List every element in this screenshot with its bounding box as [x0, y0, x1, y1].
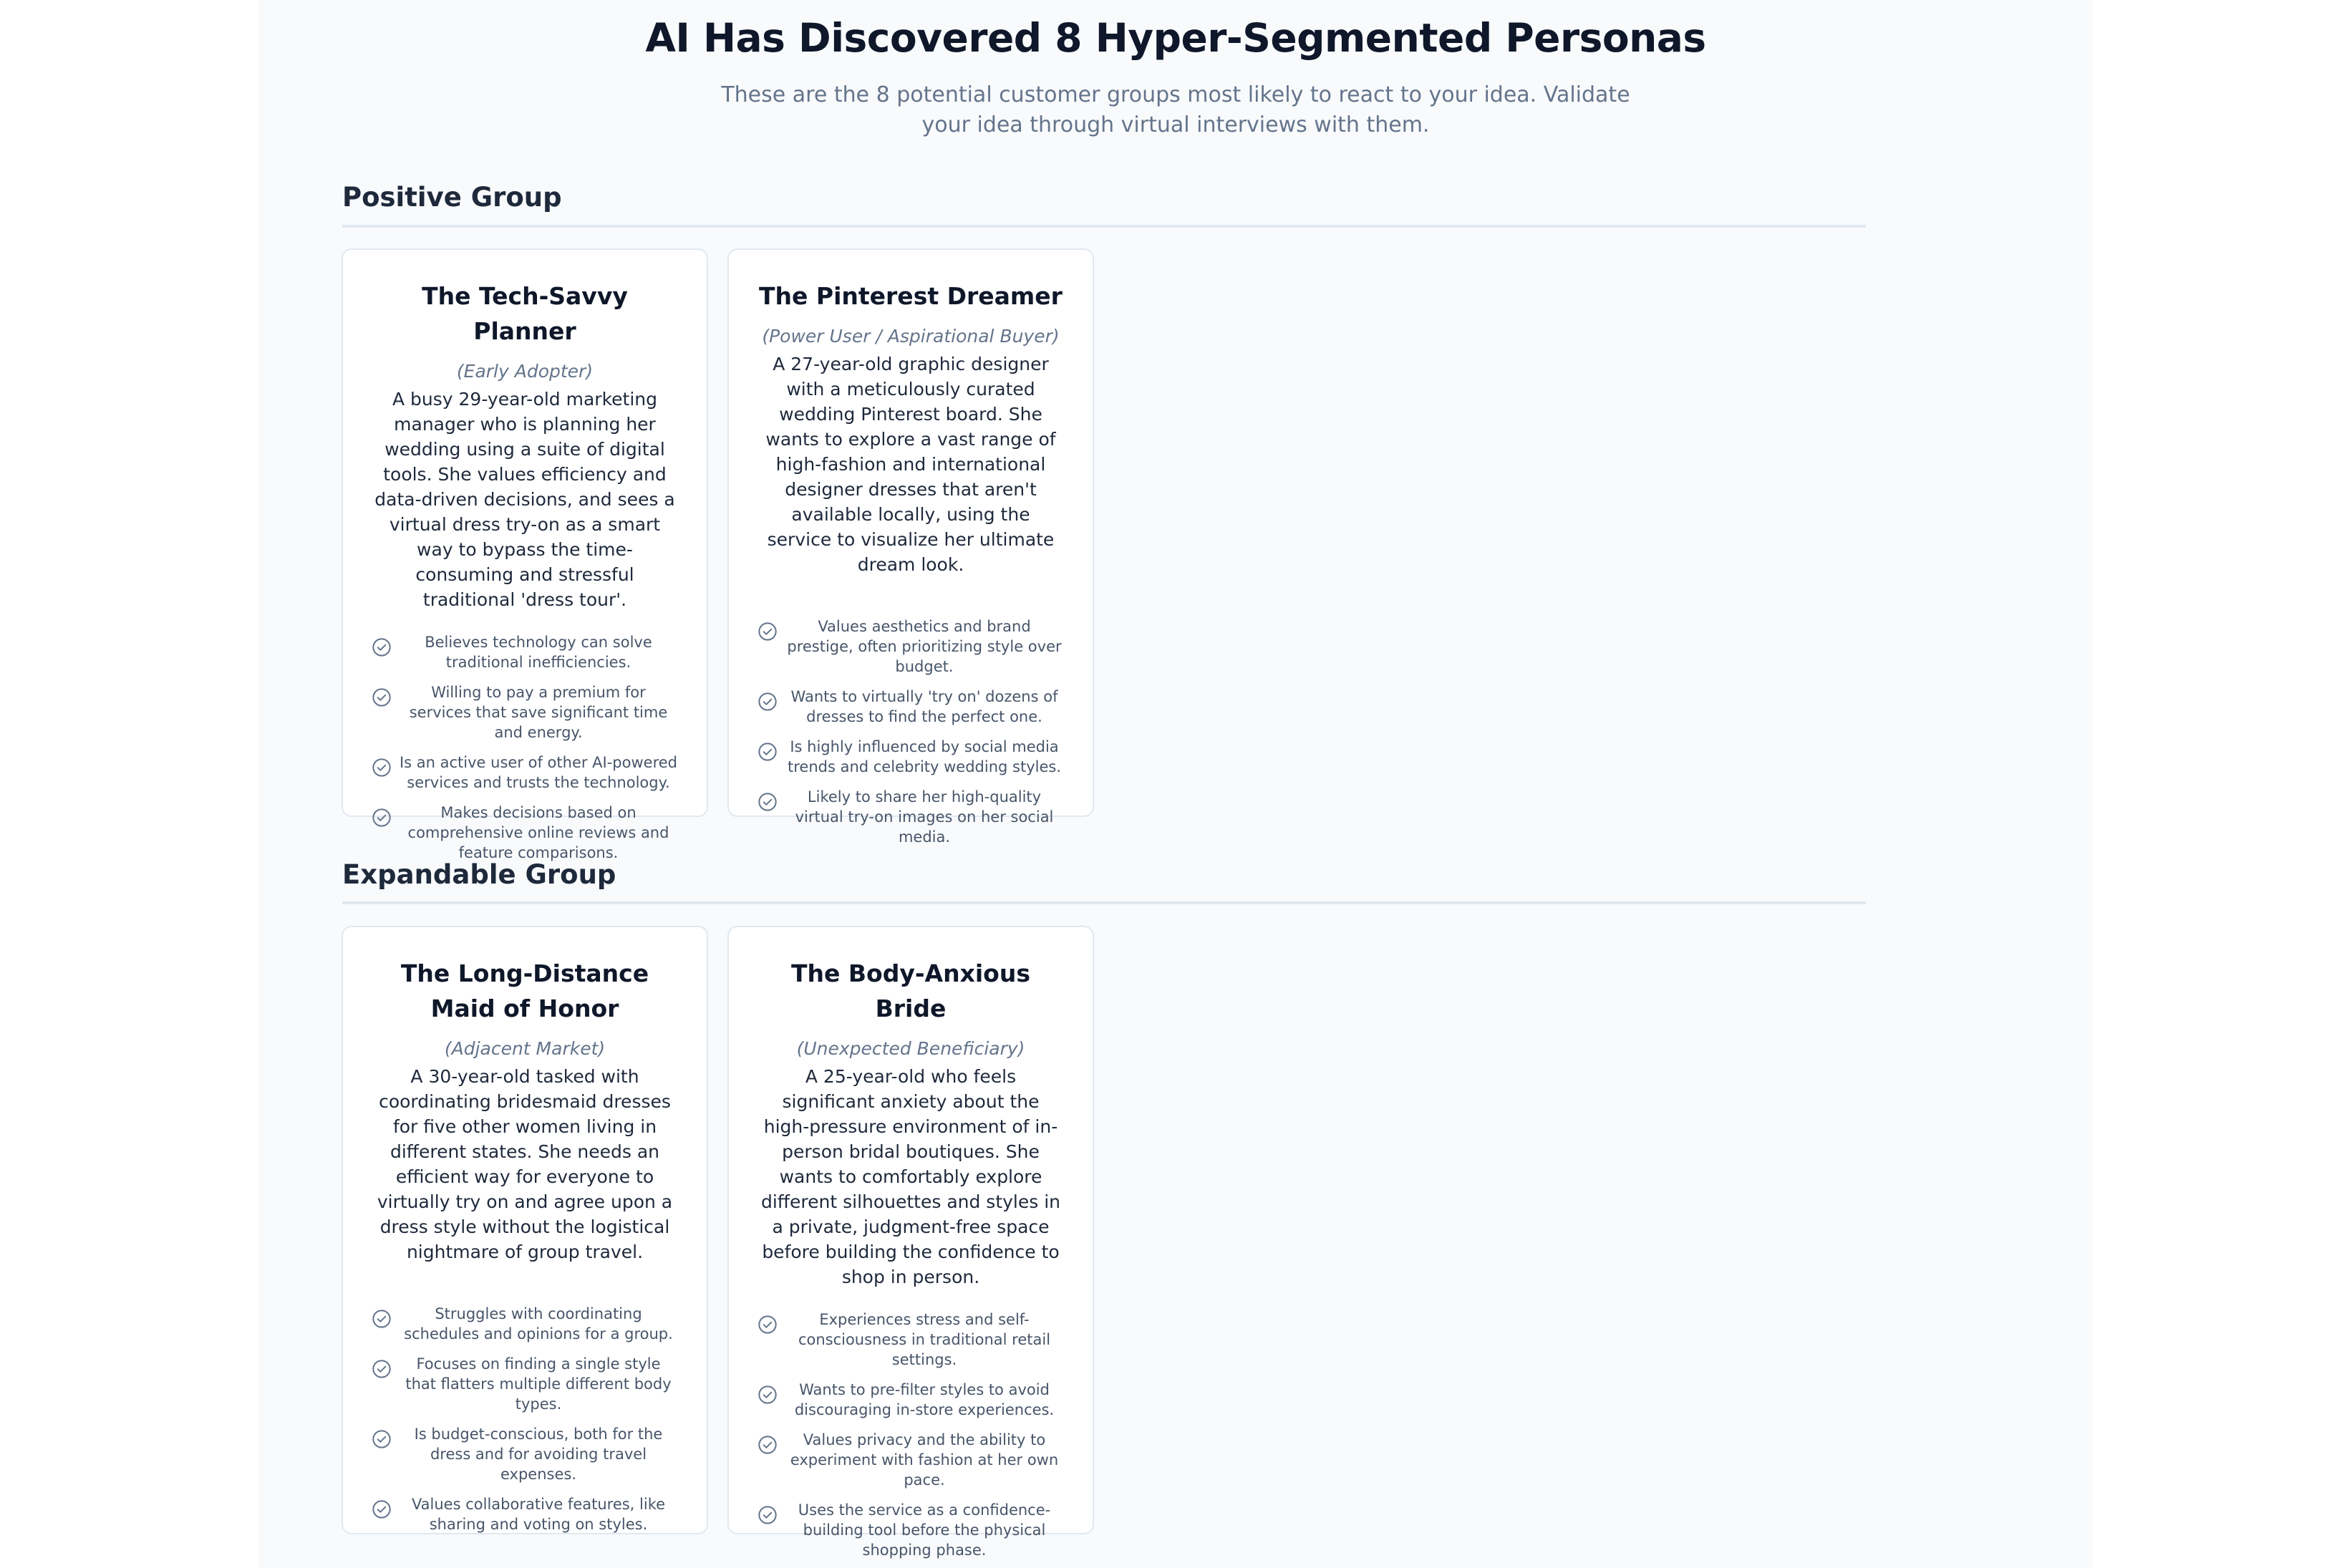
trait-item	[758, 1430, 1064, 1490]
persona-traits	[372, 1304, 678, 1534]
trait-text: Is budget-conscious, both for the dress and for avoiding travel expenses.	[414, 1426, 663, 1483]
check-circle-icon	[758, 1315, 778, 1335]
check-circle-icon	[758, 1435, 778, 1455]
check-circle-icon	[372, 758, 392, 778]
persona-description: A 27-year-old graphic designer with a meticulously curated wedding Pinterest board. She wants to explore a vast range of high-fashion and international designer dresses that aren't available locally, using the service to visualize her ultimate dream look.	[765, 354, 1056, 575]
check-circle-icon	[372, 1359, 392, 1379]
check-circle-icon	[372, 637, 392, 657]
trait-item	[758, 1500, 1064, 1560]
persona-description: A 25-year-old who feels significant anxiety about the high-pressure environment of in-person bridal boutiques. She wants to comfortably explore different silhouettes and styles in a private, judgment-free space before building the confidence to shop in person.	[760, 1066, 1061, 1287]
persona-card[interactable]	[342, 926, 708, 1534]
trait-item	[372, 632, 678, 672]
persona-traits	[758, 1310, 1064, 1560]
trait-item	[372, 752, 678, 793]
persona-type: (Power User / Aspirational Buyer)	[762, 326, 1060, 347]
trait-item	[758, 616, 1064, 677]
trait-text: Willing to pay a premium for services that save significant time and energy.	[409, 684, 668, 741]
persona-type: (Unexpected Beneficiary)	[796, 1038, 1025, 1059]
trait-item	[758, 737, 1064, 777]
trait-text: Makes decisions based on comprehensive online reviews and feature comparisons.	[407, 804, 669, 861]
check-circle-icon	[758, 1385, 778, 1405]
persona-traits	[758, 616, 1064, 847]
persona-name: The Long-Distance Maid of Honor	[400, 959, 649, 1022]
check-circle-icon	[758, 792, 778, 812]
trait-text: Values collaborative features, like sharing and voting on styles.	[411, 1496, 666, 1533]
check-circle-icon	[758, 692, 778, 712]
trait-text: Uses the service as a confidence-building tool before the physical shopping phase.	[798, 1501, 1051, 1559]
persona-card[interactable]	[727, 248, 1094, 846]
trait-item	[372, 1354, 678, 1414]
persona-name: The Pinterest Dreamer	[759, 282, 1063, 310]
trait-text: Likely to share her high-quality virtual try-on images on her social media.	[795, 788, 1054, 846]
persona-description: A busy 29-year-old marketing manager who is planning her wedding using a suite of digital tools. She values efficiency and data-driven decisions, and sees a virtual dress try-on as a smart way to bypass the time-consuming and stressful traditional 'dress tour'.	[374, 389, 675, 610]
trait-item	[758, 1310, 1064, 1370]
trait-item	[372, 1304, 678, 1344]
trait-text: Believes technology can solve traditional inefficiencies.	[425, 634, 652, 671]
trait-item	[758, 787, 1064, 847]
check-circle-icon	[758, 1505, 778, 1525]
check-circle-icon	[372, 808, 392, 828]
page-title: AI Has Discovered 8 Hyper-Segmented Personas	[645, 15, 1706, 61]
page-header	[258, 0, 2093, 140]
persona-traits	[372, 632, 678, 863]
trait-item	[372, 1494, 678, 1534]
persona-card[interactable]	[342, 248, 708, 861]
section-divider	[342, 901, 1866, 904]
persona-name: The Body-Anxious Bride	[791, 959, 1030, 1022]
trait-text: Struggles with coordinating schedules and opinions for a group.	[404, 1305, 673, 1342]
trait-text: Values privacy and the ability to experiment with fashion at her own pace.	[790, 1431, 1059, 1489]
trait-text: Is highly influenced by social media trends and celebrity wedding styles.	[788, 738, 1061, 775]
persona-description: A 30-year-old tasked with coordinating bridesmaid dresses for five other women living in different states. She needs an efficient way for everyone to virtually try on and agree upon a dress style without the logistical nightmare of group travel.	[377, 1066, 673, 1262]
persona-type: (Adjacent Market)	[444, 1038, 606, 1059]
trait-text: Experiences stress and self-consciousness in traditional retail settings.	[798, 1311, 1051, 1368]
check-circle-icon	[372, 1309, 392, 1329]
trait-text: Values aesthetics and brand prestige, often prioritizing style over budget.	[787, 618, 1062, 675]
section-title-positive-group: Positive Group	[342, 182, 562, 213]
persona-name: The Tech-Savvy Planner	[422, 282, 628, 345]
trait-item	[372, 1424, 678, 1484]
check-circle-icon	[372, 1499, 392, 1519]
personas-page	[258, 0, 2093, 1568]
trait-text: Focuses on finding a single style that flatters multiple different body types.	[405, 1355, 672, 1413]
page-subtitle: These are the 8 potential customer groups most likely to react to your idea. Validate your idea through virtual interviews with them.	[721, 82, 1630, 137]
check-circle-icon	[372, 1429, 392, 1449]
check-circle-icon	[758, 621, 778, 642]
check-circle-icon	[758, 742, 778, 762]
trait-text: Wants to pre-filter styles to avoid discouraging in-store experiences.	[794, 1381, 1055, 1418]
trait-text: Wants to virtually 'try on' dozens of dresses to find the perfect one.	[790, 688, 1058, 725]
check-circle-icon	[372, 687, 392, 707]
trait-text: Is an active user of other AI-powered services and trusts the technology.	[399, 754, 678, 791]
trait-item	[758, 1380, 1064, 1420]
section-divider	[342, 225, 1866, 228]
persona-card[interactable]	[727, 926, 1094, 1559]
persona-type: (Early Adopter)	[456, 361, 594, 382]
section-title-expandable-group: Expandable Group	[342, 859, 616, 890]
trait-item	[372, 803, 678, 863]
trait-item	[758, 687, 1064, 727]
trait-item	[372, 682, 678, 742]
